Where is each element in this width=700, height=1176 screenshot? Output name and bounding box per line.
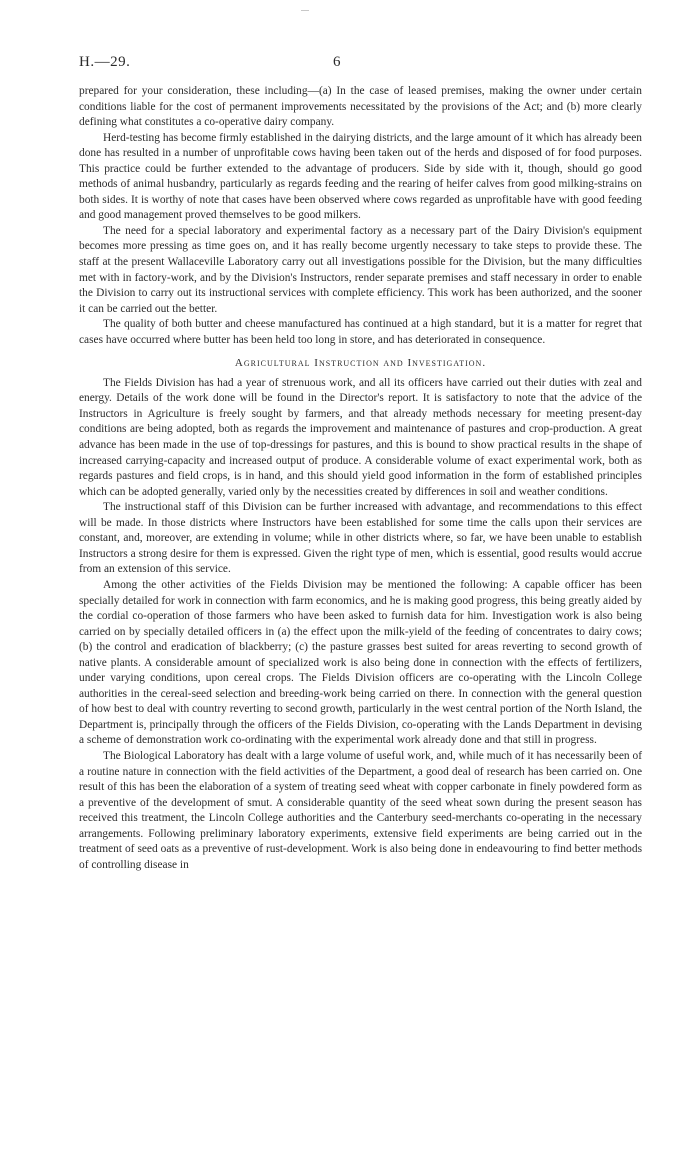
paragraph-other-activities: Among the other activities of the Fields Division may be mentioned the following: A capable officer has been specially detailed for work in connection with farm economics, and he is making good progress, this being greatly aided by the cordial co-operation of those farmers who have been asked to furnish data for him. Investigation work is also being carried on by specially detailed officers in (a) the effect upon the milk-yield of the feeding of concentrates to dairy cows; (b) the control and eradication of blackberry; (c) the pasture grasses best suited for areas reverting to second growth of native plants. A considerable amount of specialized work is also being done in connection with the effects of fertilizers, under varying conditions, upon cereal crops. The Fields Division officers are co-operating with the Lincoln College authorities in the cereal-seed selection and breeding-work being carried on there. In connection with the general question of how best to deal with country reverting to second growth, particularly in the west central portion of the North Island, the Department is, principally through the officers of the Fields Division, co-operating with the Lands Department in devising a scheme of demonstration work co-ordinating with the experimental work already done and that still in progress. <box>79 578 642 747</box>
section-heading: Agricultural Instruction and Investigation. <box>234 357 487 370</box>
document-reference: H.—29. <box>79 54 131 70</box>
paragraph-continuation: prepared for your consideration, these including—(a) In the case of leased premises, making the owner under certain conditions liable for the cost of permanent improvements necessitated by the provisions of the Act; and (b) more clearly defining what constitutes a co-operative dairy company. <box>79 85 642 129</box>
paragraph-instructional-staff: The instructional staff of this Division can be further increased with advantage, and recommendations to this effect will be made. In those districts where Instructors have been established for some time the calls upon their services are constant, and, moreover, are extending in volume; while in other districts where, so far, we have been unable to establish Instructors a strong desire for them is expressed. Given the right type of men, which is essential, good results would accrue from an extension of this service. <box>79 501 642 576</box>
paragraph-herd-testing: Herd-testing has become firmly established in the dairying districts, and the large amount of it which has already been done has resulted in a number of unprofitable cows having been taken out of the herds and disposed of for food purposes. This practice could be further extended to the advantage of producers. Side by side with it, though, should go good methods of animal husbandry, particularly as regards feeding and the rearing of heifer calves from good milking-strains on both sides. It is worthy of note that cases have been observed where cows regarded as unprofitable have with good feeding and good management proved themselves to be good milkers. <box>79 131 642 222</box>
scan-mark <box>301 10 309 11</box>
paragraph-biological-laboratory: The Biological Laboratory has dealt with a large volume of useful work, and, while much of it has necessarily been of a routine nature in connection with the field activities of the Department, a good deal of research has been carried on. One result of this has been the elaboration of a system of treating seed wheat with copper carbonate in finely powdered form as a preventive of the development of smut. A considerable quantity of the seed wheat sown during the present season has received this treatment, the Lincoln College authorities and the Canterbury seed-merchants co-operating in the necessary arrangements. Following preliminary laboratory experiments, extensive field experiments are being carried out in the treatment of seed oats as a preventive of rust-development. Work is also being done in endeavouring to find better methods of controlling disease in <box>79 749 642 871</box>
paragraph-quality: The quality of both butter and cheese manufactured has continued at a high standard, but it is a matter for regret that cases have occurred where butter has been held too long in store, and has deteriorated in consequence. <box>79 318 642 346</box>
page-header <box>79 54 642 74</box>
page-number: 6 <box>333 54 341 70</box>
paragraph-fields-division: The Fields Division has had a year of strenuous work, and all its officers have carried out their duties with zeal and energy. Details of the work done will be found in the Director's report. It is satisfactory to note that the advice of the Instructors in Agriculture is freely sought by farmers, and that already methods necessary for meeting present-day conditions are being adopted, both as regards the improvement and maintenance of pastures and crop-production. A great advance has been made in the use of top-dressings for pastures, and this is bound to show practical results in the shape of increased carrying-capacity and increased output of produce. A considerable volume of exact experimental work, both as regards pastures and field crops, is in hand, and this should yield good information in the form of established principles which can be adopted generally, varied only by the necessities created by differences in soil and weather conditions. <box>79 376 642 498</box>
body-text <box>79 84 642 873</box>
paragraph-laboratory: The need for a special laboratory and experimental factory as a necessary part of the Dairy Division's equipment becomes more pressing as time goes on, and it has really become urgently necessary to take steps to provide these. The staff at the present Wallaceville Laboratory carry out all investigations possible for the Division, but the many difficulties met with in factory-work, and by the Division's Instructors, render separate premises and staff necessary in order to enable the Division to carry out its instructional services with complete efficiency. This work has been authorized, and the sooner it can be carried out the better. <box>79 224 642 315</box>
